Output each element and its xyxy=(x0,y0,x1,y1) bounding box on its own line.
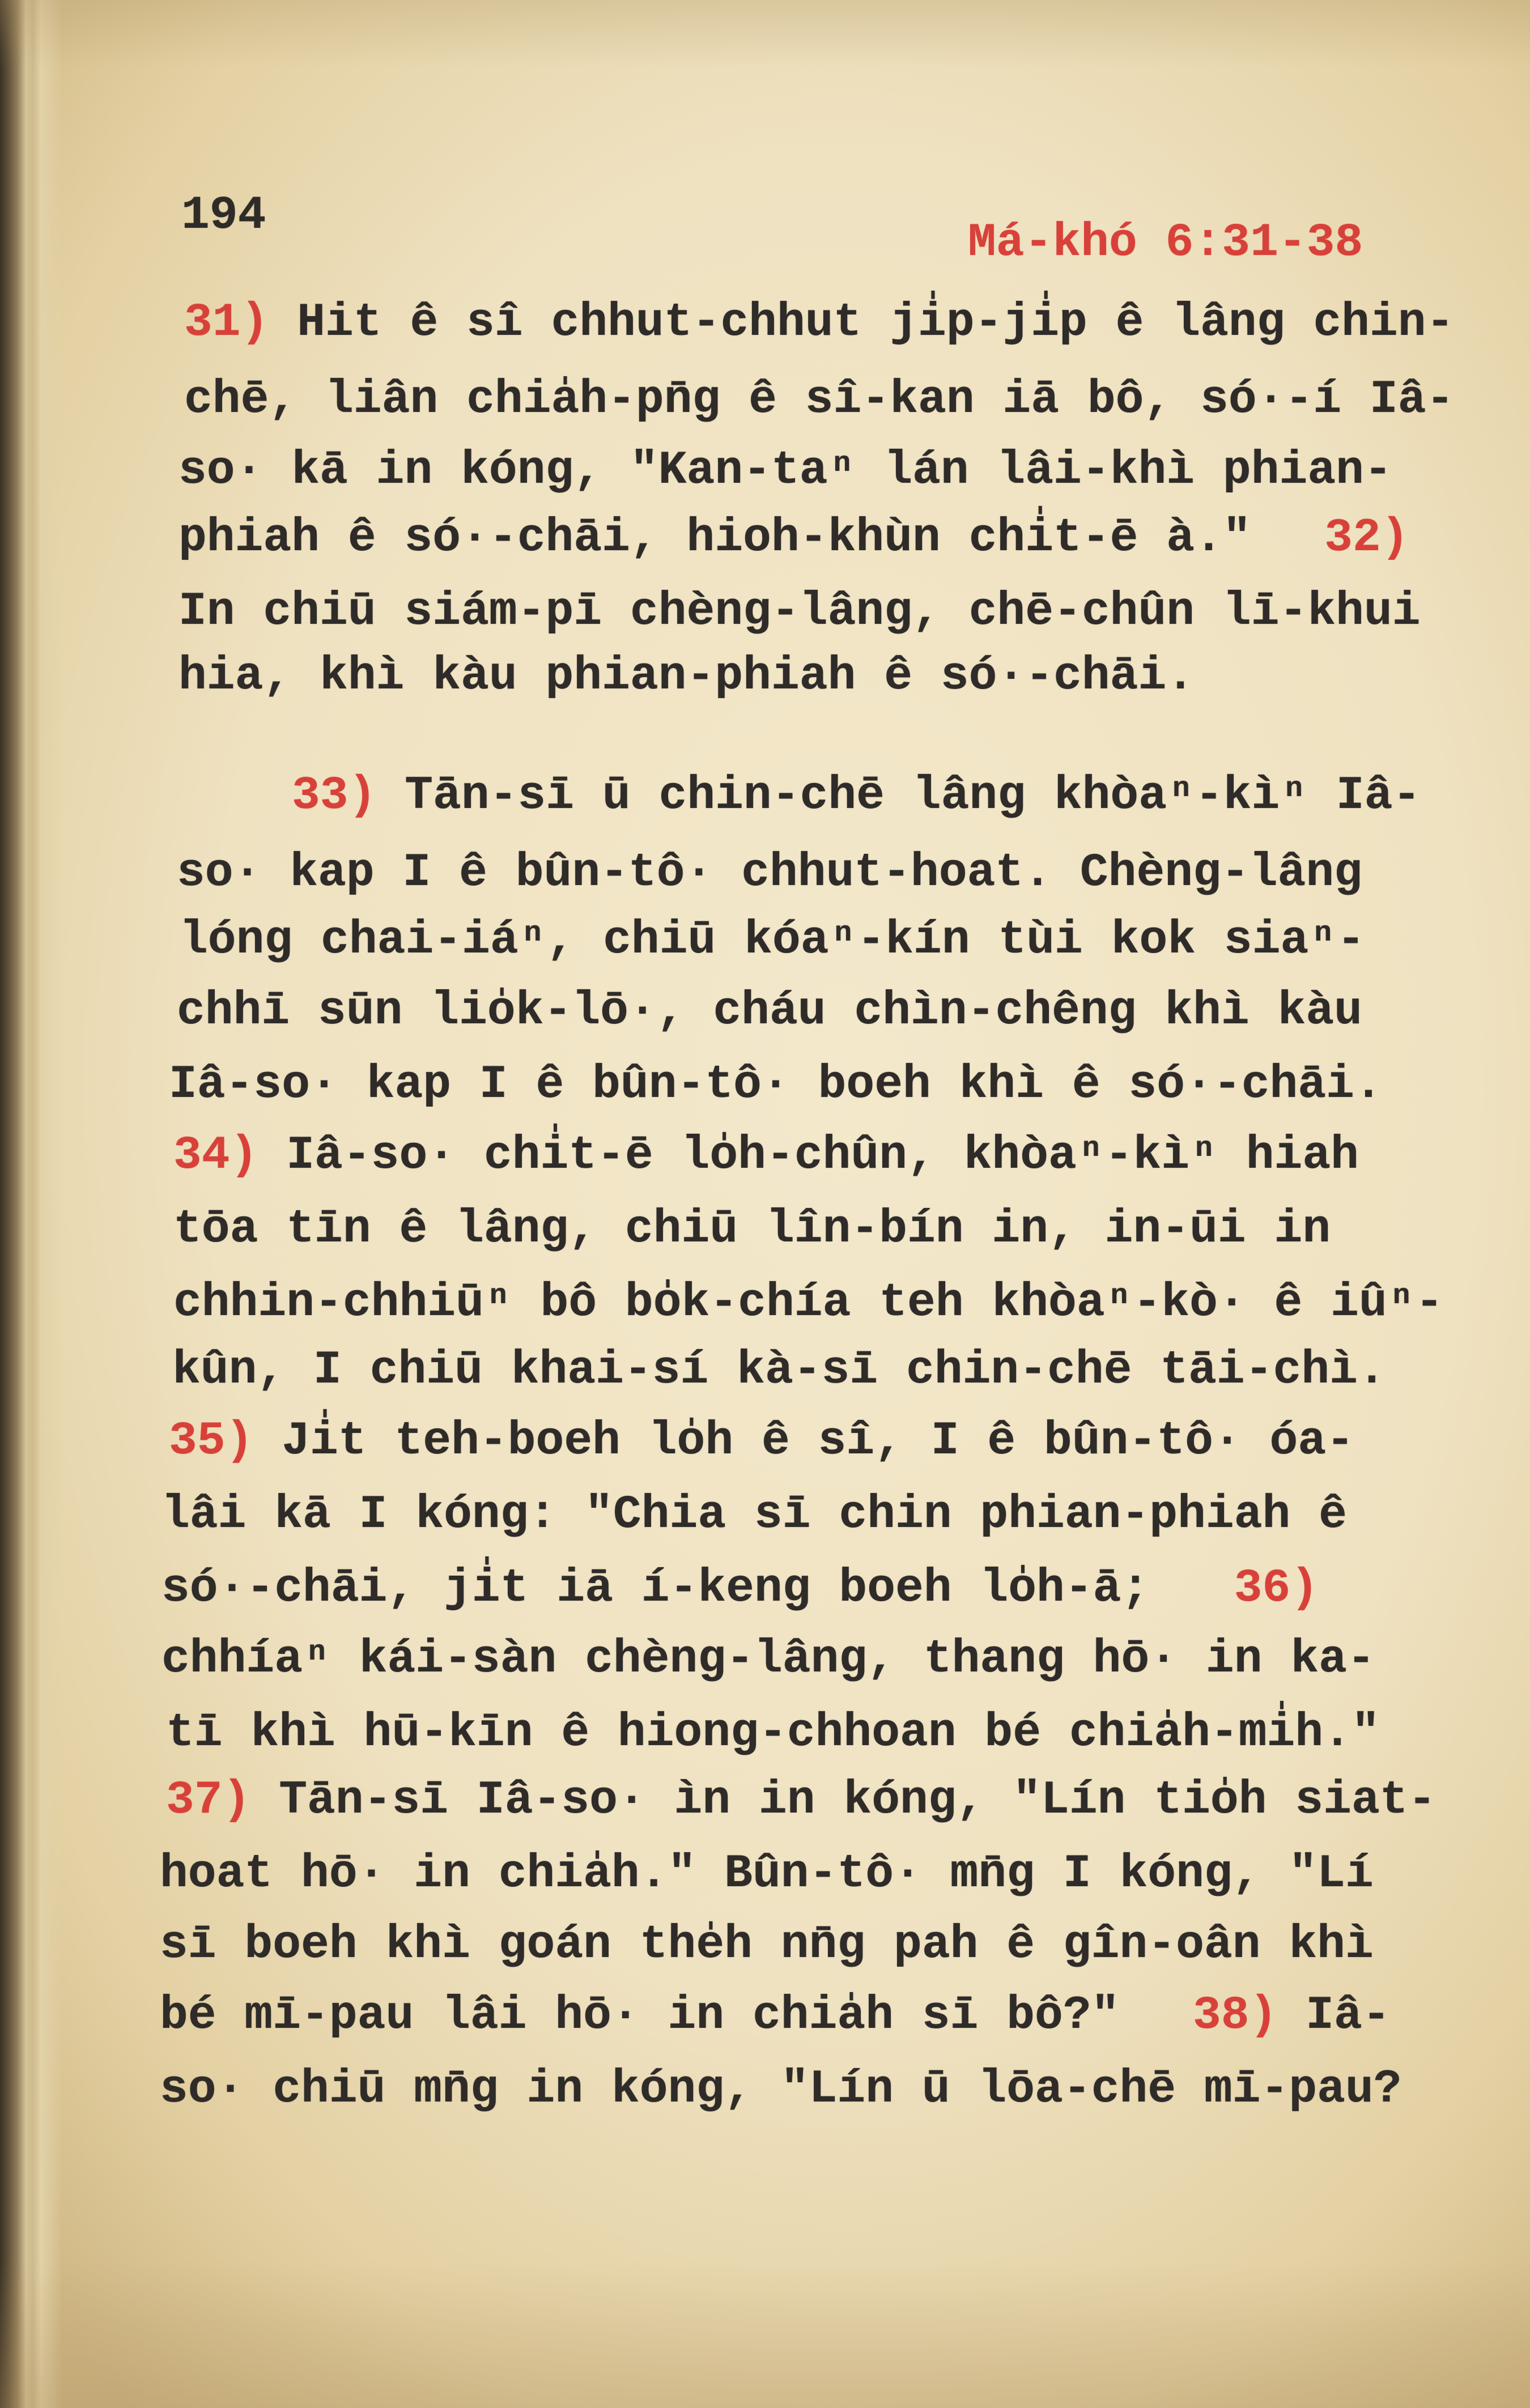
line-text: Tān-sī ū chin-chē lâng khòaⁿ-kìⁿ Iâ- xyxy=(405,769,1421,822)
line-text: phiah ê só·-chāi, hioh-khùn chi̍t-ē à." xyxy=(178,511,1251,564)
text-line xyxy=(162,1631,1375,1687)
line-text: chhíaⁿ kái-sàn chèng-lâng, thang hō· in ka- xyxy=(162,1632,1375,1686)
line-text: bé mī-pau lâi hō· in chia̍h sī bô?" xyxy=(160,1989,1120,2042)
line-text-continued: Iâ- xyxy=(1306,1989,1391,2042)
verse-number-32: 32) xyxy=(1324,511,1409,564)
text-line xyxy=(166,1704,1380,1761)
verse-number-33: 33) xyxy=(292,769,377,822)
line-text: tōa tīn ê lâng, chiū lîn-bín in, in-ūi in xyxy=(173,1202,1331,1256)
line-text: Hit ê sî chhut-chhut ji̍p-ji̍p ê lâng chin- xyxy=(297,296,1455,349)
text-line xyxy=(160,1845,1374,1902)
text-line xyxy=(292,767,1421,824)
text-line xyxy=(160,1987,1391,2044)
line-text: tī khì hū-kīn ê hiong-chhoan bé chia̍h-mi̍h." xyxy=(166,1706,1380,1759)
binding-shadow xyxy=(0,0,62,2408)
verse-number-38: 38) xyxy=(1192,1989,1278,2042)
text-line xyxy=(169,1056,1383,1113)
line-text: lóng chai-iáⁿ, chiū kóaⁿ-kín tùi kok siaⁿ- xyxy=(180,913,1365,967)
verse-number-35: 35) xyxy=(169,1414,254,1467)
bottom-edge-shading xyxy=(0,2261,1530,2408)
line-text: so· chiū mn̄g in kóng, "Lín ū lōa-chē mī-pau? xyxy=(160,2062,1402,2116)
running-head: Má-khó 6:31-38 xyxy=(968,216,1363,269)
line-text: hia, khì kàu phian-phiah ê só·-chāi. xyxy=(178,649,1195,703)
page-number: 194 xyxy=(181,189,266,242)
text-line xyxy=(160,2061,1402,2117)
text-line xyxy=(169,1413,1354,1469)
top-edge-shading xyxy=(0,0,1530,68)
text-line xyxy=(178,648,1195,704)
line-text: só·-chāi, ji̍t iā í-keng boeh lo̍h-ā; xyxy=(162,1562,1150,1615)
text-line xyxy=(184,371,1454,428)
text-line xyxy=(166,1772,1436,1828)
verse-number-31: 31) xyxy=(184,296,269,349)
line-text: kûn, I chiū khai-sí kà-sī chin-chē tāi-chì. xyxy=(172,1343,1386,1397)
text-line xyxy=(173,1201,1331,1257)
verse-number-34: 34) xyxy=(173,1129,258,1182)
text-line xyxy=(184,294,1454,351)
text-line xyxy=(173,1274,1443,1331)
line-text: chē, liân chia̍h-pn̄g ê sî-kan iā bô, só·-í Iâ- xyxy=(184,373,1455,426)
line-text: lâi kā I kóng: "Chia sī chin phian-phiah ê xyxy=(162,1488,1347,1541)
text-line xyxy=(162,1560,1319,1616)
verse-number-36: 36) xyxy=(1234,1562,1319,1615)
text-line xyxy=(177,844,1362,901)
line-text: so· kap I ê bûn-tô· chhut-hoat. Chèng-lâng xyxy=(177,846,1362,899)
text-line xyxy=(180,912,1365,968)
text-line xyxy=(178,509,1409,566)
line-text: Iâ-so· kap I ê bûn-tô· boeh khì ê só·-chāi. xyxy=(169,1058,1383,1111)
text-line xyxy=(160,1916,1374,1973)
text-line xyxy=(173,1127,1359,1184)
text-line xyxy=(177,982,1362,1039)
line-text: hoat hō· in chia̍h." Bûn-tô· mn̄g I kóng, "Lí xyxy=(160,1847,1374,1900)
text-line xyxy=(162,1486,1347,1543)
line-text: In chiū siám-pī chèng-lâng, chē-chûn lī-khui xyxy=(178,585,1421,638)
line-text: Iâ-so· chi̍t-ē lo̍h-chûn, khòaⁿ-kìⁿ hiah xyxy=(286,1129,1359,1182)
text-line xyxy=(178,442,1392,499)
text-line xyxy=(178,583,1421,640)
line-text: Ji̍t teh-boeh lo̍h ê sî, I ê bûn-tô· óa- xyxy=(282,1414,1354,1467)
line-text: chhī sūn lio̍k-lō·, cháu chìn-chêng khì kàu xyxy=(177,984,1362,1037)
line-text: chhin-chhiūⁿ bô bo̍k-chía teh khòaⁿ-kò· ê iûⁿ- xyxy=(173,1276,1444,1329)
line-text: Tān-sī Iâ-so· ìn in kóng, "Lín tio̍h siat- xyxy=(279,1773,1436,1827)
text-line xyxy=(172,1342,1386,1398)
line-text: so· kā in kóng, "Kan-taⁿ lán lâi-khì phian- xyxy=(178,444,1392,497)
verse-number-37: 37) xyxy=(166,1773,251,1827)
line-text: sī boeh khì goán the̍h nn̄g pah ê gîn-oân khì xyxy=(160,1918,1374,1971)
